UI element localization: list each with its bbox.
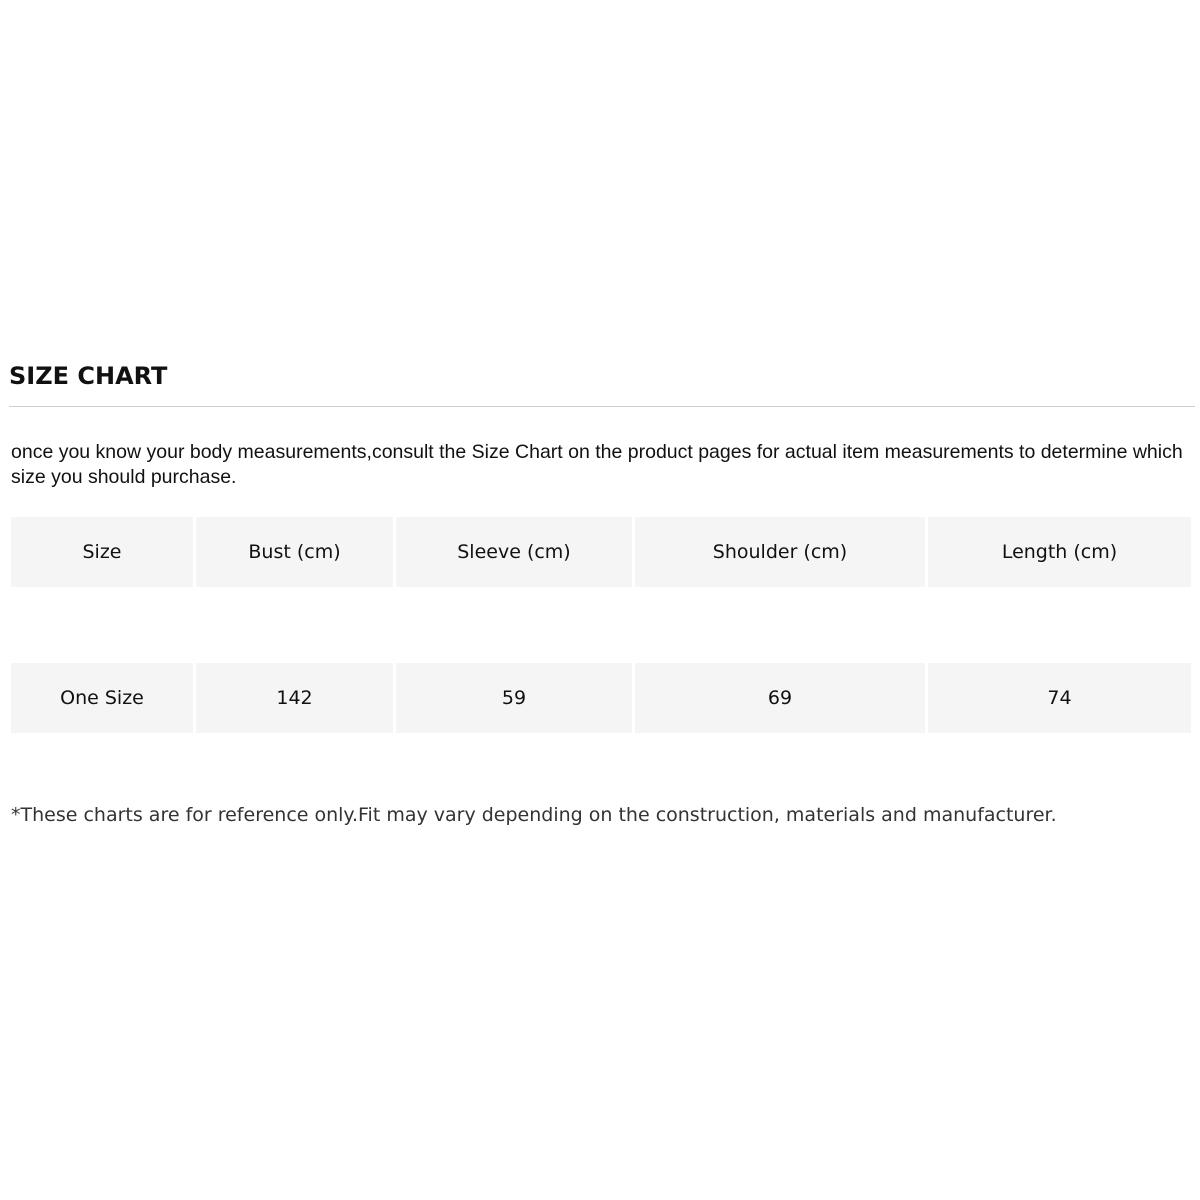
table-row xyxy=(11,663,1191,733)
header-bust: Bust (cm) xyxy=(196,517,393,587)
cell-size: One Size xyxy=(11,663,193,733)
title-divider xyxy=(9,406,1195,407)
header-size: Size xyxy=(11,517,193,587)
size-table-header xyxy=(11,517,1191,587)
intro-text: once you know your body measurements,consult the Size Chart on the product pages for actual item measurements to determine which size you should purchase. xyxy=(11,441,1183,488)
page-title: SIZE CHART xyxy=(9,362,168,390)
reference-note: *These charts are for reference only.Fit may vary depending on the construction, materials and manufacturer. xyxy=(11,804,1057,826)
cell-length: 74 xyxy=(928,663,1191,733)
header-sleeve: Sleeve (cm) xyxy=(396,517,632,587)
header-length: Length (cm) xyxy=(928,517,1191,587)
cell-shoulder: 69 xyxy=(635,663,925,733)
cell-sleeve: 59 xyxy=(396,663,632,733)
cell-bust: 142 xyxy=(196,663,393,733)
header-shoulder: Shoulder (cm) xyxy=(635,517,925,587)
